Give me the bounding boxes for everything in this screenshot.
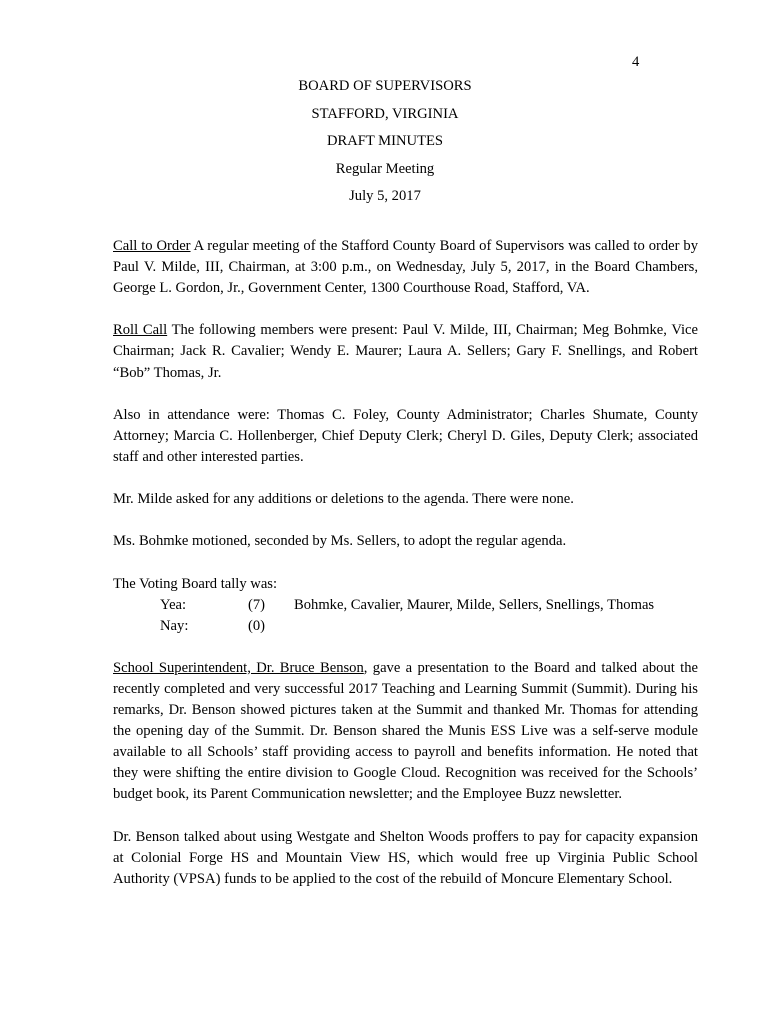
call-to-order-heading: Call to Order [113,238,191,254]
nay-count: (0) [248,617,266,634]
minutes-body [113,236,698,911]
roll-call-heading: Roll Call [113,322,168,339]
header-date: July 5, 2017 [349,188,421,204]
yea-count: (7) [248,596,266,613]
superintendent-text: , gave a presentation to the Board and talked about the recently completed and very successful 2017 Teaching and Learning Summit (Summit). During his remarks, Dr. Benson showed pictures taken at the Summit and thanked Mr. Thomas for attending the opening day of the Summit. Dr. Benson shared the Munis ESS Live was a self-serve module available to all Schools’ staff providing access to payroll and benefits information. He noted that they were shifting the entire division to Google Cloud. Recognition was received for the Schools’ budget book, its Parent Communication newsletter; and the Employee Buzz newsletter. [113,659,698,803]
header-board: BOARD OF SUPERVISORS [298,78,472,94]
superintendent-heading: School Superintendent, Dr. Bruce Benson [113,659,364,676]
yea-label: Yea: [160,596,187,613]
superintendent-paragraph [113,658,698,806]
tally-intro: The Voting Board tally was: [113,575,278,592]
header-location: STAFFORD, VIRGINIA [311,105,459,122]
page-number: 4 [632,54,640,70]
call-to-order-text: A regular meeting of the Stafford County Board of Supervisors was called to order by Paul V. Milde, III, Chairman, at 3:00 p.m., on Wednesday, July 5, 2017, in the Board Chambers, George L. Gordon, Jr., Government Center, 1300 Courthouse Road, Stafford, VA. [113,238,698,297]
header-meeting-type: Regular Meeting [335,160,435,177]
agenda-question-paragraph: Mr. Milde asked for any additions or deletions to the agenda. There were none. [113,491,574,508]
nay-label: Nay: [160,617,189,634]
roll-call-paragraph [113,320,698,383]
tally-nay-row [113,616,698,637]
attendance-paragraph: Also in attendance were: Thomas C. Foley, County Administrator; Charles Shumate, County Attorney; Marcia C. Hollenberger, Chief Deputy Clerk; Cheryl D. Giles, Deputy Clerk; associated staff and other interested parties. [113,406,698,465]
call-to-order-paragraph [113,236,698,299]
motion-paragraph: Ms. Bohmke motioned, seconded by Ms. Sellers, to adopt the regular agenda. [113,533,567,550]
proffers-paragraph: Dr. Benson talked about using Westgate and Shelton Woods proffers to pay for capacity expansion at Colonial Forge HS and Mountain View HS, which would free up Virginia Public School Authority (VPSA) funds to be applied to the cost of the rebuild of Moncure Elementary School. [113,828,698,887]
document-header [0,78,770,216]
voting-tally [113,574,698,637]
roll-call-text: The following members were present: Paul V. Milde, III, Chairman; Meg Bohmke, Vice Chairman; Jack R. Cavalier; Wendy E. Maurer; Laura A. Sellers; Gary F. Snellings, and Robert “Bob” Thomas, Jr. [113,322,698,381]
tally-yea-row [113,595,698,616]
header-draft-minutes: DRAFT MINUTES [326,133,444,149]
yea-names: Bohmke, Cavalier, Maurer, Milde, Sellers, Snellings, Thomas [294,596,655,613]
